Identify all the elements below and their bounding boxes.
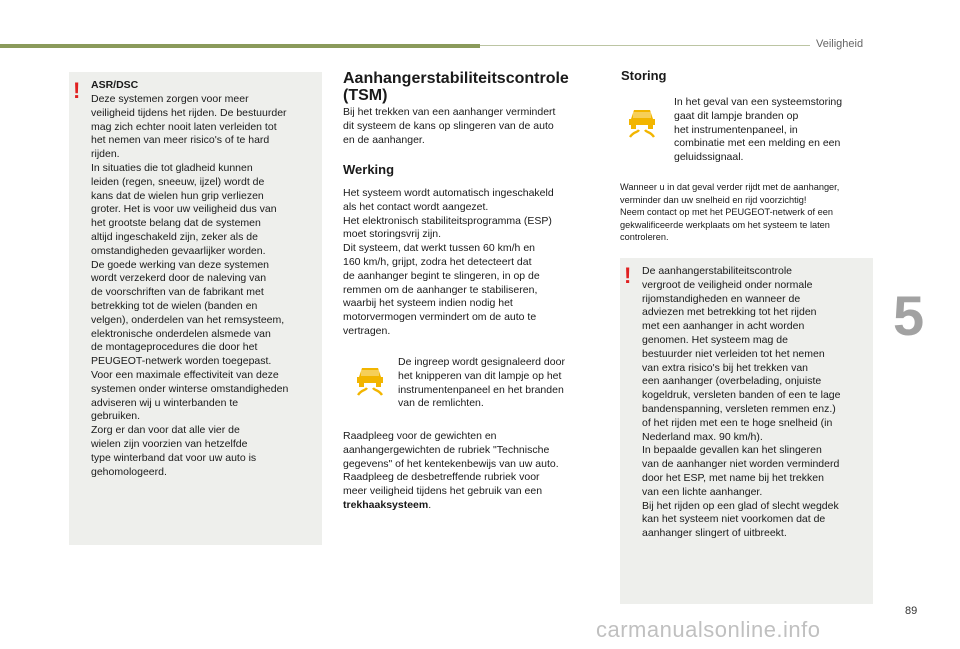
section-title: Veiligheid: [816, 38, 864, 50]
werking-title: Werking: [343, 162, 395, 177]
trailer-body: De aanhangerstabiliteitscontrole vergroot de veiligheid onder normale rijomstandigheden en wanneer de adviezen met betrekking tot het rijden met een aanhanger in acht worden genomen. Het systeem mag de bestuurder niet verleiden tot het nemen van extra risico's bij het trekken van een aanhanger (overbelading, onjuiste kogeldruk, versleten banden of een te lage bandenspanning, versleten remmen enz.) of het rijden met een te hoge snelheid (in Nederland max. 90 km/h). In bepaalde gevallen kan het slingeren van de aanhanger niet worden verminderd door het ESP, met name bij het trekken van een lichte aanhanger. Bij het rijden op een glad of slecht wegdek kan het systeem niet voorkomen dat de aanhanger slingert of uitbreekt.: [642, 265, 841, 540]
watermark: carmanualsonline.info: [596, 617, 821, 642]
skid-car-icon: [353, 364, 387, 396]
asr-title: ASR/DSC: [91, 79, 139, 91]
tsm-consult-text: [343, 430, 603, 513]
storing-title: Storing: [621, 68, 667, 83]
asr-body: Deze systemen zorgen voor meer veiligheid tijdens het rijden. De bestuurder mag zich echter nooit laten verleiden tot het nemen van meer risico's of te hard rijden. In situaties die tot gladheid kunnen leiden (regen, sneeuw, ijzel) wordt de kans dat de wielen hun grip verliezen groter. Het is voor uw veiligheid dus van het grootste belang dat de systemen altijd ingeschakeld zijn, zeker als de omstandigheden gevaarlijker worden. De goede werking van deze systemen wordt verzekerd door de naleving van de voorschriften van de fabrikant met betrekking tot de wielen (banden en velgen), onderdelen van het remsysteem, elektronische onderdelen alsmede van de montageprocedures die door het PEUGEOT-netwerk worden toegepast. Voor een maximale effectiviteit van deze systemen onder winterse omstandigheden adviseren wij u winterbanden te gebruiken. Zorg er dan voor dat alle vier de wielen zijn voorzien van hetzelfde type winterband dat voor uw auto is gehomologeerd.: [91, 93, 289, 478]
werking-body: Het systeem wordt automatisch ingeschakeld als het contact wordt aangezet. Het elektronisch stabiliteitsprogramma (ESP) moet storingsvrij zijn. Dit systeem, dat werkt tussen 60 km/h en 160 km/h, grijpt, zodra het detecteert dat de aanhanger begint te slingeren, in op de remmen om de aanhanger te stabiliseren, waarbij het systeem indien nodig het motorvermogen vermindert om de auto te vertragen.: [343, 187, 554, 337]
header-accent-bar: [0, 44, 480, 48]
consult-bold: trekhaaksysteem: [343, 498, 429, 511]
chapter-number: 5: [893, 284, 925, 347]
header-rule: [480, 45, 810, 46]
consult-end: .: [428, 498, 432, 511]
tsm-intro: Bij het trekken van een aanhanger vermindert dit systeem de kans op slingeren van de auto en de aanhanger.: [343, 106, 556, 146]
storing-note: Wanneer u in dat geval verder rijdt met de aanhanger, verminder dan uw snelheid en rijd voorzichtig! Neem contact op met het PEUGEOT-netwerk of een gekwalificeerde werkplaats om het systeem te laten controleren.: [620, 182, 840, 243]
skid-car-icon: [625, 106, 659, 138]
storing-icon-text: In het geval van een systeemstoring gaat dit lampje branden op het instrumentenpaneel, in combinatie met een melding en een geluidssignaal.: [674, 96, 843, 164]
consult-body: Raadpleeg voor de gewichten en aanhangergewichten de rubriek "Technische gegevens" of het kentekenbewijs van uw auto. Raadpleeg de desbetreffende rubriek voor meer veiligheid tijdens het gebruik van een: [343, 430, 559, 498]
tsm-title: Aanhangerstabiliteitscontrole (TSM): [343, 70, 569, 104]
page-number: 89: [905, 605, 918, 617]
exclamation-icon: !: [624, 263, 632, 288]
exclamation-icon: !: [73, 78, 81, 103]
tsm-icon-text: De ingreep wordt gesignaleerd door het knipperen van dit lampje op het instrumentenpaneel en het branden van de remlichten.: [398, 356, 565, 410]
